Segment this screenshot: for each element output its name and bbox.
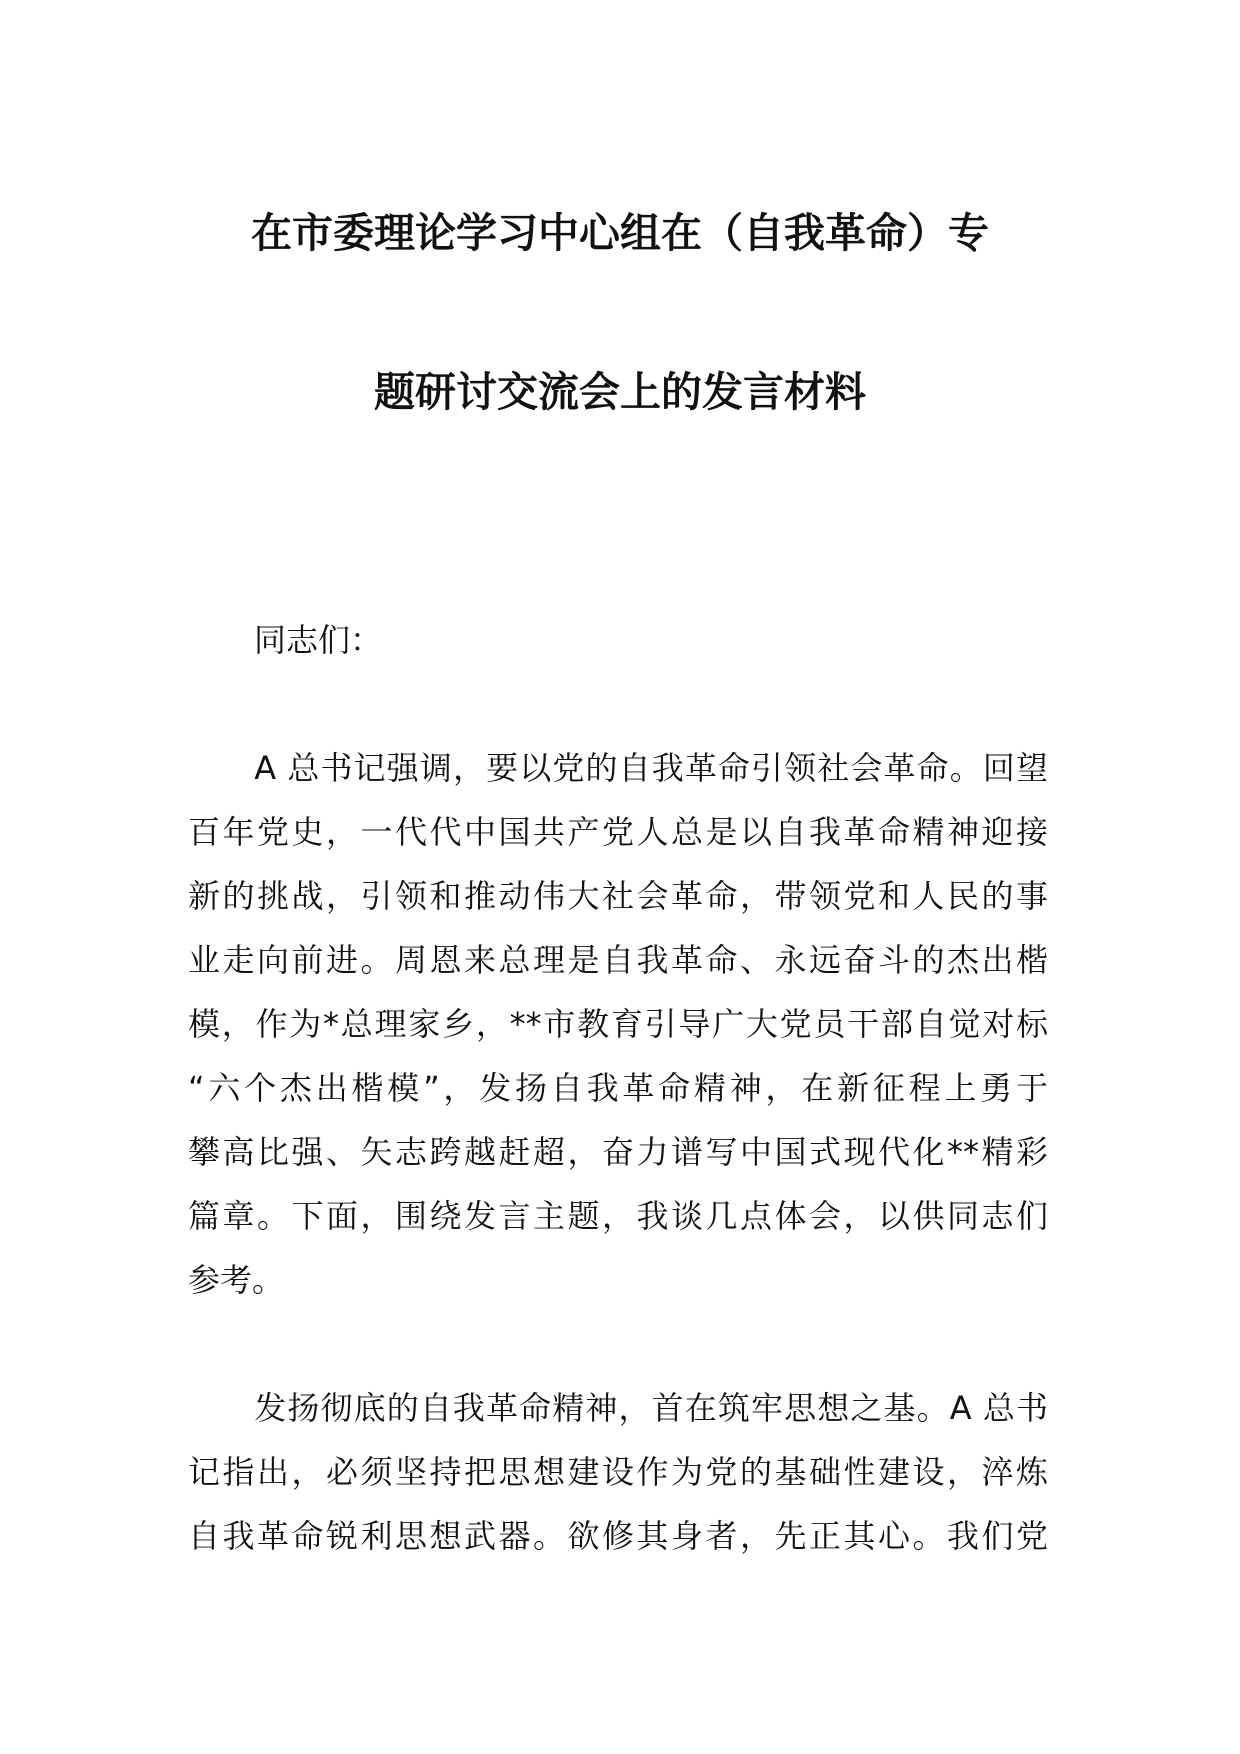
paragraph-1-line-5: 模，作为*总理家乡，**市教育引导广大党员干部自觉对标 [188,1005,1048,1043]
salutation: 同志们： [254,621,383,659]
document-title-line-1: 在市委理论学习中心组在（自我革命）专 [251,209,989,257]
paragraph-1-line-7: 攀高比强、矢志跨越赶超，奋力谱写中国式现代化**精彩 [188,1133,1048,1171]
paragraph-2-line-1: 发扬彻底的自我革命精神，首在筑牢思想之基。A 总书 [188,1389,1048,1427]
paragraph-1-line-1: A 总书记强调，要以党的自我革命引领社会革命。回望 [188,749,1048,787]
paragraph-1-line-3: 新的挑战，引领和推动伟大社会革命，带领党和人民的事 [188,877,1048,915]
paragraph-1-line-4: 业走向前进。周恩来总理是自我革命、永远奋斗的杰出楷 [188,941,1048,979]
paragraph-1-line-8: 篇章。下面，围绕发言主题，我谈几点体会，以供同志们 [188,1197,1048,1235]
paragraph-1-line-2: 百年党史，一代代中国共产党人总是以自我革命精神迎接 [188,813,1048,851]
paragraph-2-line-2: 记指出，必须坚持把思想建设作为党的基础性建设，淬炼 [188,1453,1048,1491]
paragraph-2-line-3: 自我革命锐利思想武器。欲修其身者，先正其心。我们党 [188,1517,1048,1555]
paragraph-1-line-9: 参考。 [188,1261,285,1299]
document-title-line-2: 题研讨交流会上的发言材料 [374,368,866,416]
paragraph-1-line-6: “六个杰出楷模”，发扬自我革命精神，在新征程上勇于 [188,1069,1048,1107]
